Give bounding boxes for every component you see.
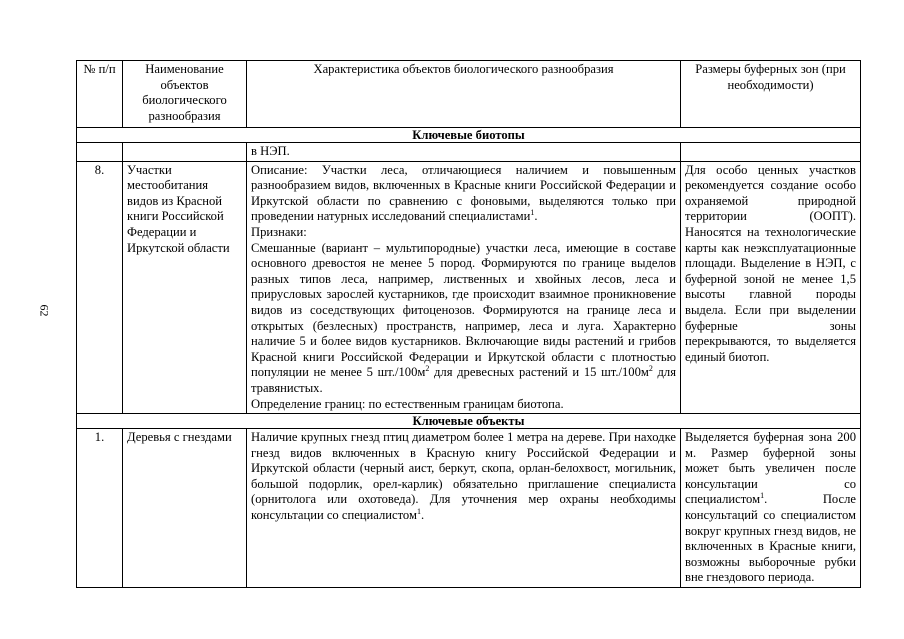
object-name: Деревья с гнездами — [123, 429, 247, 588]
borders-text: Определение границ: по естественным границам биотопа. — [251, 396, 564, 411]
section-title-objects: Ключевые объекты — [77, 414, 861, 429]
table-header-row — [77, 61, 861, 128]
section-title-biotopes: Ключевые биотопы — [77, 128, 861, 143]
table-row — [77, 429, 861, 588]
signs-label: Признаки: — [251, 224, 307, 239]
empty-cell — [123, 143, 247, 162]
footnote-mark: 1 — [416, 507, 421, 517]
buffer-text: . После консультаций со специалистом вокруг крупных гнезд видов, не включенных в Красные книги, возможны выборочные рубки вне гнездового периода. — [685, 492, 856, 585]
buffer-text: Выделяется буферная зона 200 м. Размер буферной зоны может быть увеличен после консультации со специалистом — [685, 430, 856, 507]
buffer-zone-text: Для особо ценных участков рекомендуется создание особо охраняемой природной территории (ООПТ). Наносятся на технологические карты как неэксплуатационные площади. Выделение в НЭП, с буферной зоной не менее 1,5 высоты главной породы выдела. Если при выделении буферные зоны перекрываются, то выделяется единый биотоп. — [681, 161, 861, 414]
description-text: Описание: Участки леса, отличающиеся наличием и повышенным разнообразием видов, включенных в Красные книги Российской Федерации и Иркутской области по сравнению с фоновыми, выделяются только при проведении натурных исследований специалистами — [251, 162, 676, 224]
continuation-text: в НЭП. — [247, 143, 681, 162]
buffer-zone-text — [681, 429, 861, 588]
footnote-mark: 1 — [530, 208, 535, 218]
section-row — [77, 128, 861, 143]
punctuation: . — [420, 508, 425, 523]
page-number: 62 — [37, 304, 52, 317]
superscript: 2 — [425, 364, 430, 374]
table-row — [77, 143, 861, 162]
superscript: 2 — [648, 364, 653, 374]
footnote-mark: 1 — [760, 491, 765, 501]
header-characteristics: Характеристика объектов биологического разнообразия — [247, 61, 681, 128]
signs-text: Смешанные (вариант – мультипородные) участки леса, имеющие в составе основного древостоя не менее 5 пород. Формируются по границе выделов разных типов леса, например, лиственных и хвойных лесов, леса и прирусловых зарослей кустарников, где происходит взаимное проникновение видов из соседствующих фитоценозов. Формируются на границе леса и открытых (безлесных) пространств, например, леса и луга. Характерно наличие 5 и более видов кустарников. Включающие виды растений и грибов Красной книги Российской Федерации и Иркутской области с плотностью популяции не менее 5 шт./100м — [251, 240, 676, 380]
section-row — [77, 414, 861, 429]
row-number: 1. — [77, 429, 123, 588]
description-text: Наличие крупных гнезд птиц диаметром более 1 метра на дереве. При находке гнезд видов включенных в Красную книгу Российской Федерации и Иркутской области (черный аист, беркут, скопа, орлан-белохвост, могильник, большой подорлик, орел-карлик) обязательно приглашение специалиста (орнитолога или охотоведа). Для уточнения мер охраны необходимы консультации со специалистом — [251, 430, 676, 523]
row-number: 8. — [77, 161, 123, 414]
object-name: Участки местообитания видов из Красной книги Российской Федерации и Иркутской области — [123, 161, 247, 414]
biodiversity-table — [76, 60, 861, 588]
signs-text: для древесных растений и 15 шт./100м — [429, 365, 649, 380]
object-characteristics — [247, 161, 681, 414]
header-buffer: Размеры буферных зон (при необходимости) — [681, 61, 861, 128]
header-num: № п/п — [77, 61, 123, 128]
signs-text: для травянистых. — [251, 365, 677, 395]
object-characteristics — [247, 429, 681, 588]
header-name: Наименование объектов биологического разнообразия — [123, 61, 247, 128]
table-row — [77, 161, 861, 414]
empty-cell — [681, 143, 861, 162]
punctuation: . — [534, 209, 538, 224]
empty-cell — [77, 143, 123, 162]
